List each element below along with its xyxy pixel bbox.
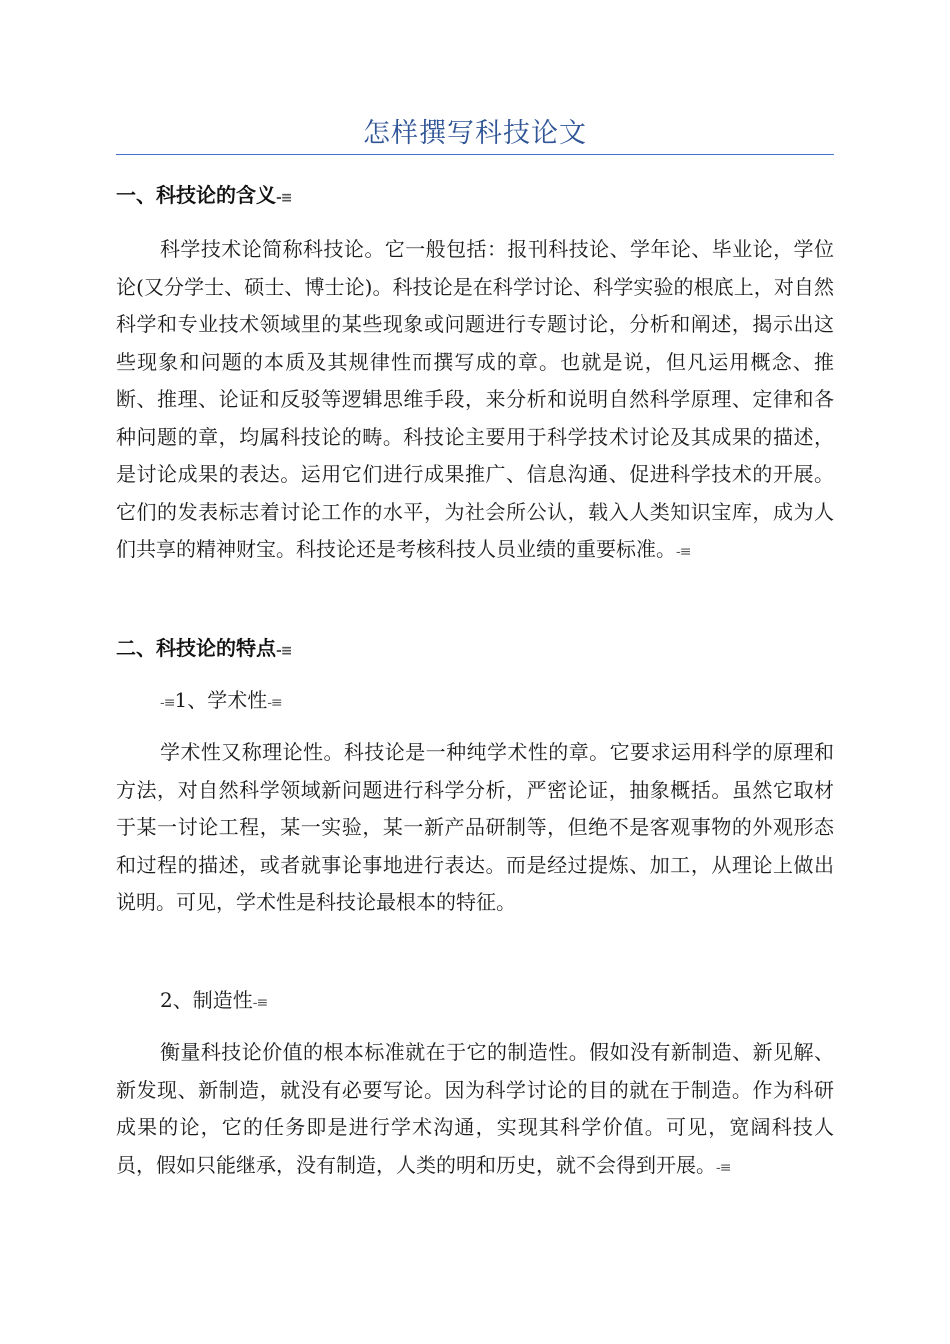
paragraph-mark: -≡ bbox=[276, 190, 292, 206]
section-heading-1 bbox=[116, 181, 292, 212]
subheading-1 bbox=[160, 686, 282, 717]
section-heading-2-text: 二、科技论的特点 bbox=[116, 636, 276, 660]
section-heading-2 bbox=[116, 634, 292, 665]
section1-paragraph bbox=[116, 231, 834, 572]
paragraph-mark: -≡ bbox=[267, 695, 282, 711]
paragraph-mark: -≡ bbox=[716, 1159, 731, 1176]
subheading-2-text: 2、制造性 bbox=[160, 988, 253, 1012]
sub2-paragraph-text: 衡量科技论价值的根本标准就在于它的制造性。假如没有新制造、新见解、新发现、新制造，就没有必要写论。因为科学讨论的目的就在于制造。作为科研成果的论，它的任务即是进行学术沟通，实现其科学价值。可见，宽阔科技人员，假如只能继承，没有制造，人类的明和历史，就不会得到开展。 bbox=[116, 1040, 834, 1177]
sub1-paragraph-text: 学术性又称理论性。科技论是一种纯学术性的章。它要求运用科学的原理和方法，对自然科学领域新问题进行科学分析，严密论证，抽象概括。虽然它取材于某一讨论工程，某一实验，某一新产品研制等，但绝不是客观事物的外观形态和过程的描述，或者就事论事地进行表达。而是经过提炼、加工，从理论上做出说明。可见，学术性是科技论最根本的特征。 bbox=[116, 740, 834, 914]
title-underline bbox=[116, 154, 834, 155]
subheading-2 bbox=[160, 986, 267, 1017]
sub1-paragraph bbox=[116, 734, 834, 922]
paragraph-mark: -≡ bbox=[252, 995, 268, 1011]
sub2-paragraph bbox=[116, 1034, 834, 1187]
paragraph-mark: -≡ bbox=[676, 544, 691, 560]
section-heading-1-text: 一、科技论的含义 bbox=[116, 183, 276, 207]
paragraph-mark: -≡ bbox=[160, 695, 175, 711]
section1-paragraph-text: 科学技术论简称科技论。它一般包括：报刊科技论、学年论、毕业论，学位论(又分学士、硕士、博士论)。科技论是在科学讨论、科学实验的根底上，对自然科学和专业技术领域里的某些现象或问题进行专题讨论，分析和阐述，揭示出这些现象和问题的本质及其规律性而撰写成的章。也就是说，但凡运用概念、推断、推理、论证和反驳等逻辑思维手段，来分析和说明自然科学原理、定律和各种问题的章，均属科技论的畴。科技论主要用于科学技术讨论及其成果的描述，是讨论成果的表达。运用它们进行成果推广、信息沟通、促进科学技术的开展。它们的发表标志着讨论工作的水平，为社会所公认，载入人类知识宝库，成为人们共享的精神财宝。科技论还是考核科技人员业绩的重要标准。 bbox=[116, 237, 834, 561]
document-title: 怎样撰写科技论文 bbox=[363, 118, 587, 149]
subheading-1-text: 1、学术性 bbox=[174, 688, 268, 712]
paragraph-mark: -≡ bbox=[276, 643, 292, 659]
